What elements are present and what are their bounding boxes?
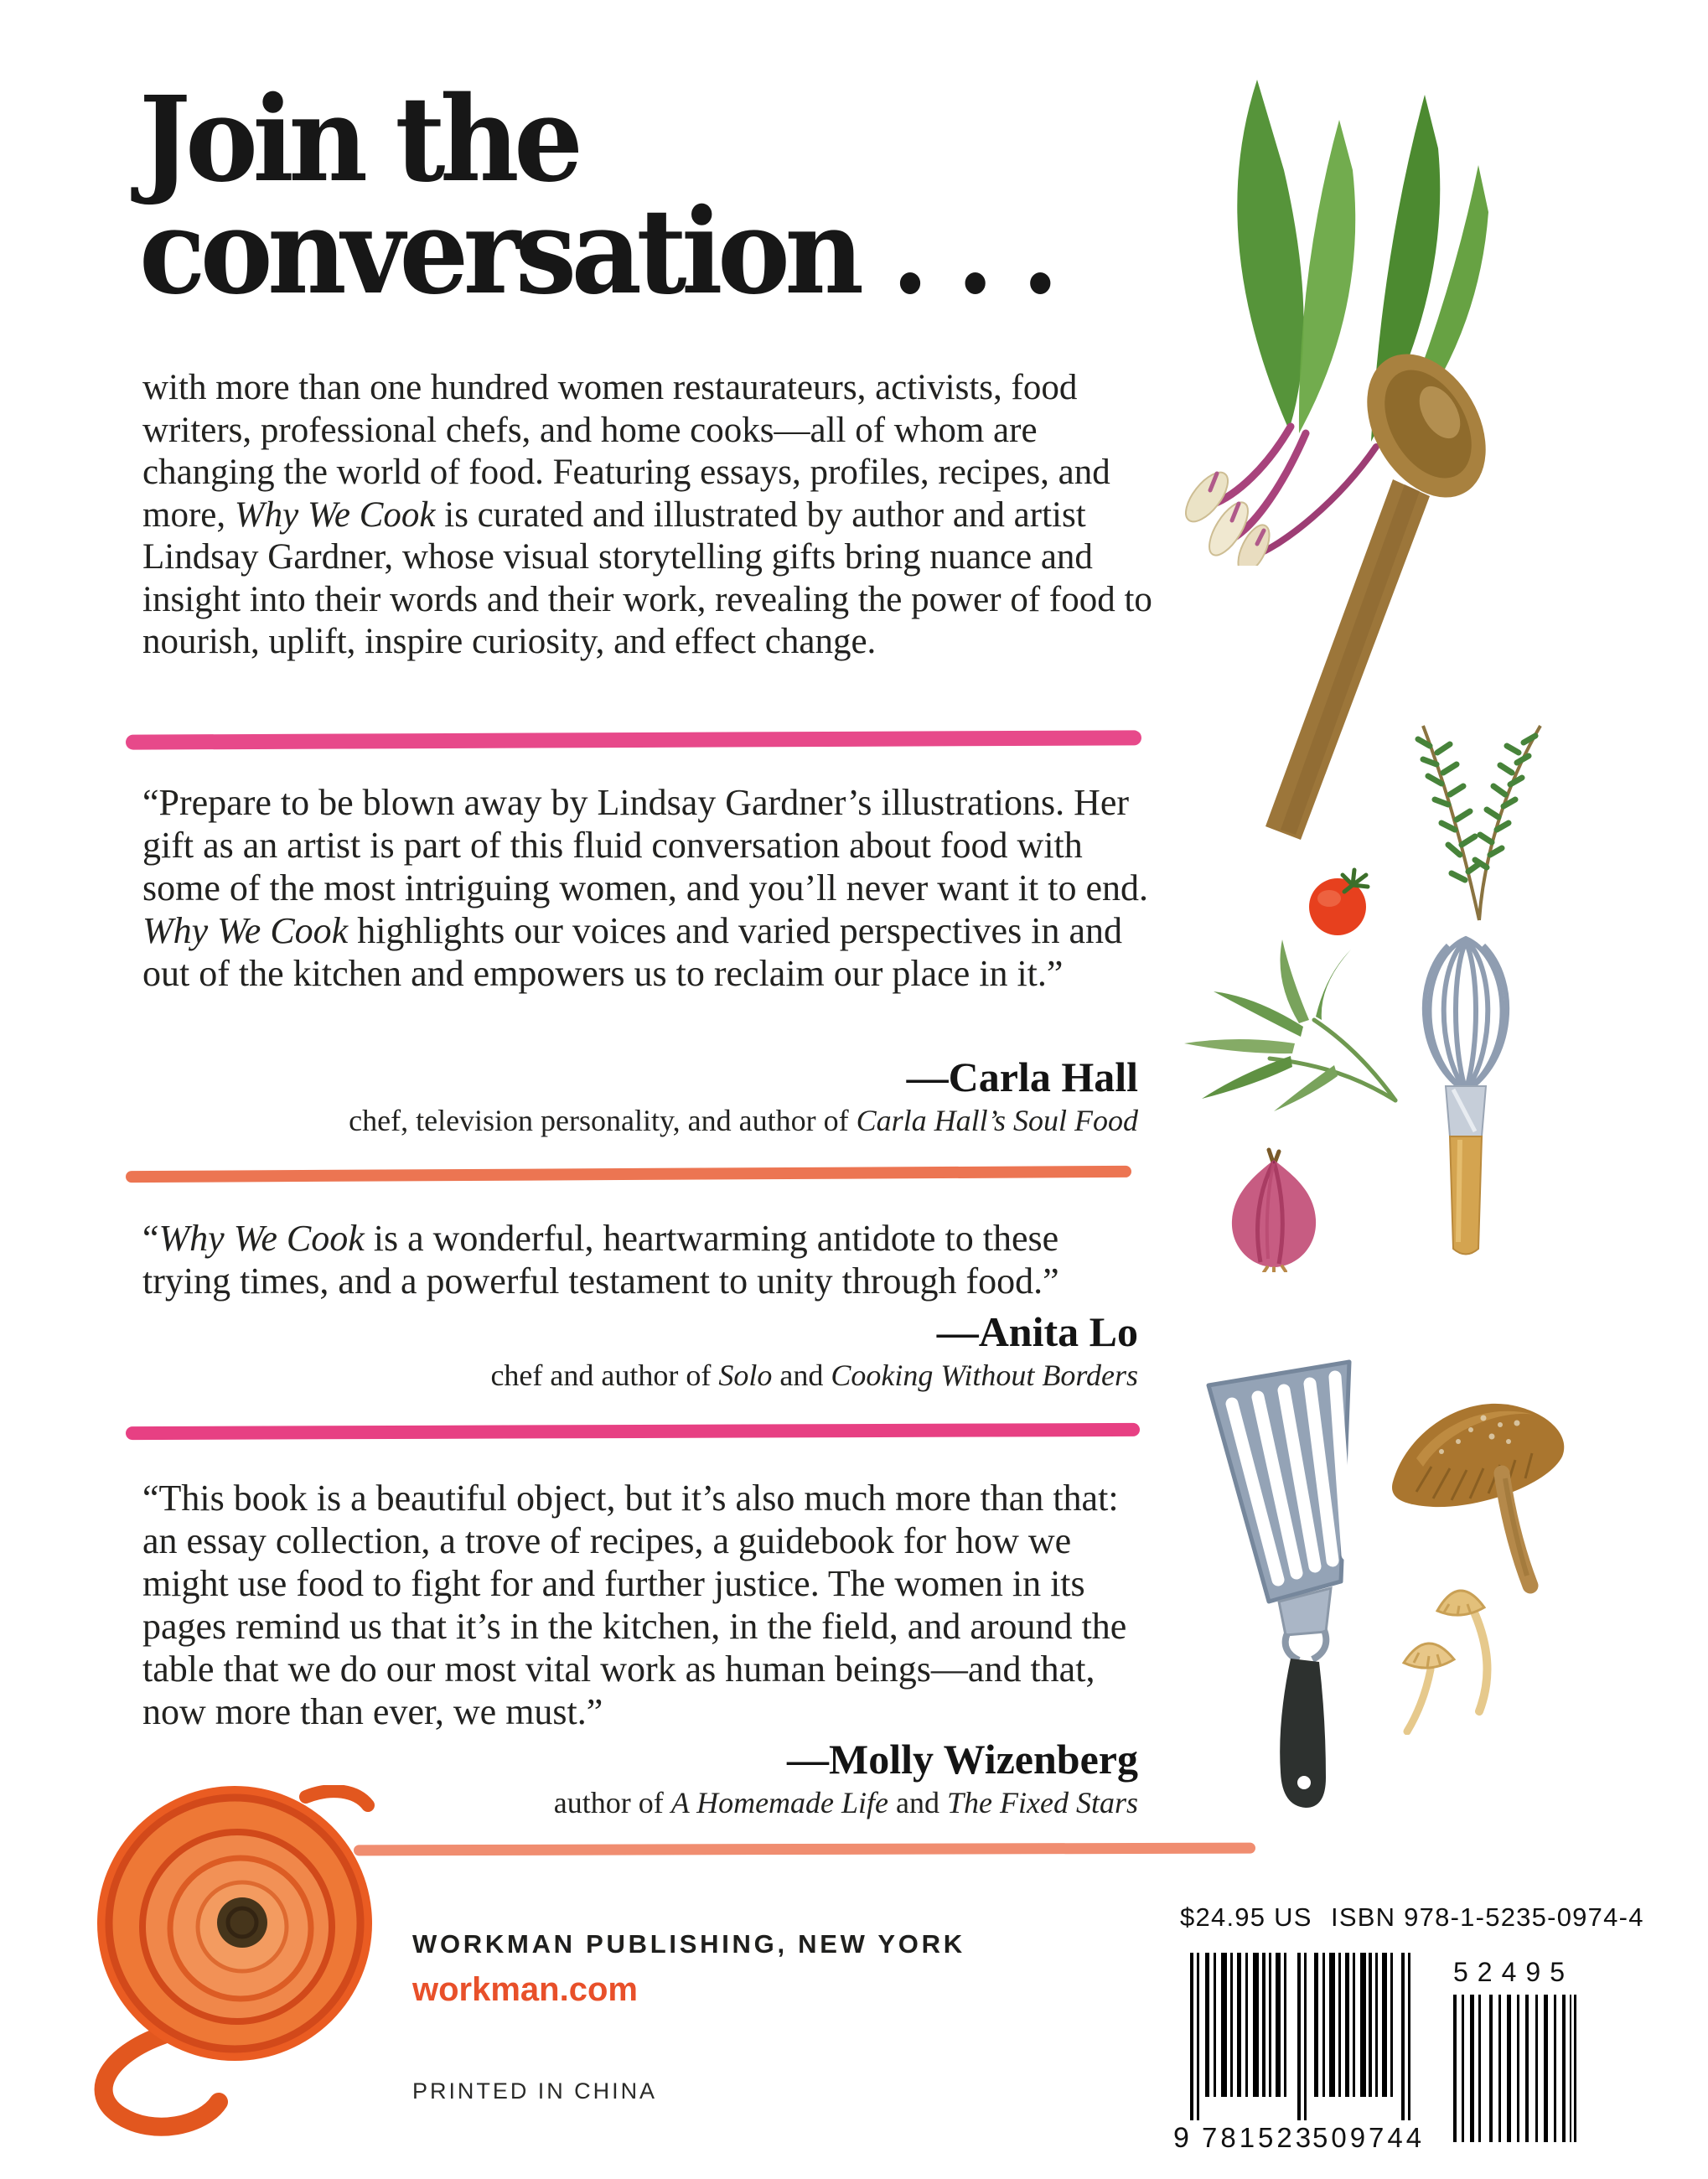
ean-prefix-digit: 9 (1173, 2122, 1189, 2154)
intro-book-title: Why We Cook (234, 494, 436, 535)
attribution-anita-lo: —Anita Lo (936, 1308, 1138, 1355)
quote-text: “This book is a beautiful object, but it’s also much more than that: an essay collection, a trove of recipes, a guidebook for how we might use food to fight for and further justice. The women in its pages remind us that it’s in the kitchen, in the field, and around the table that we do our most vital work as human beings—and that, now more than ever, we must.” (142, 1478, 1127, 1733)
credit-book-title: Solo (718, 1359, 773, 1392)
attribution-carla-hall: —Carla Hall (906, 1053, 1138, 1100)
printed-in-china-label: PRINTED IN CHINA (412, 2078, 658, 2104)
quote-text: “ (142, 1218, 159, 1259)
divider-brushstroke-1 (126, 730, 1141, 749)
price-label: $24.95 US (1180, 1902, 1312, 1932)
title-line-2: conversation . . . (139, 184, 1054, 322)
credit-book-title: The Fixed Stars (947, 1786, 1138, 1819)
credit-text: and (888, 1786, 948, 1819)
attribution-molly-wizenberg: —Molly Wizenberg (787, 1736, 1138, 1783)
isbn-label: ISBN 978-1-5235-0974-4 (1331, 1902, 1644, 1932)
divider-brushstroke-2 (126, 1166, 1131, 1183)
credit-book-title: Carla Hall’s Soul Food (856, 1104, 1138, 1137)
quote-text: “Prepare to be blown away by Lindsay Gardner’s illustrations. Her gift as an artist is part of this fluid conversation about food with some of the most intriguing women, and you’ll never want it to end. (142, 782, 1149, 909)
divider-brushstroke-3 (126, 1423, 1140, 1440)
quote-book-title: Why We Cook (158, 1218, 365, 1259)
intro-paragraph (142, 367, 1152, 664)
red-pearl-onion-illustration (1215, 1140, 1333, 1272)
quote-book-title: Why We Cook (142, 910, 349, 952)
publisher-name: WORKMAN PUBLISHING, NEW YORK (412, 1929, 965, 1959)
page-title (139, 71, 1054, 322)
credit-book-title: Cooking Without Borders (831, 1359, 1138, 1392)
credit-molly-wizenberg (554, 1785, 1138, 1820)
addon-digits: 52495 (1453, 1958, 1574, 1987)
intro-text-pre: with more than one hundred women restaurateurs, activists, food writers, professional chefs, and home cooks—all of whom are changing the world of food. Featuring essays, profiles, recipes, and more, (142, 368, 1110, 535)
ean-left-digits: 781523 (1202, 2122, 1315, 2153)
credit-text: chef, television personality, and author of (349, 1104, 857, 1137)
dutch-oven-illustration (38, 1785, 432, 2179)
addon-barcode (1452, 1958, 1577, 2149)
ean-barcode (1173, 1953, 1425, 2154)
credit-book-title: A Homemade Life (670, 1786, 889, 1819)
quote-anita-lo (142, 1217, 1152, 1302)
whisk-illustration (1391, 922, 1542, 1257)
credit-anita-lo (490, 1358, 1138, 1393)
small-mushrooms-illustration (1395, 1567, 1513, 1735)
credit-text: and (772, 1359, 831, 1392)
publisher-website: workman.com (412, 1971, 638, 2008)
tarragon-sprig-illustration (1157, 918, 1408, 1119)
quote-text: highlights our voices and varied perspectives in and out of the kitchen and empowers us to reclaim our place in it.” (142, 910, 1122, 995)
divider-brushstroke-4 (354, 1843, 1255, 1856)
quote-molly-wizenberg (142, 1477, 1161, 1733)
thyme-sprig-illustration (1400, 712, 1559, 932)
ean-right-digits: 509744 (1312, 2122, 1425, 2153)
credit-text: author of (553, 1786, 671, 1819)
quote-carla-hall (142, 781, 1152, 995)
fish-spatula-illustration (1198, 1353, 1383, 1823)
credit-carla-hall (349, 1103, 1138, 1138)
intro-text-post: is curated and illustrated by author and artist Lindsay Gardner, whose visual storytelling gifts bring nuance and insight into their words and their work, revealing the power of food to nourish, uplift, inspire curiosity, and effect change. (142, 494, 1152, 662)
title-line-1: Join the (139, 71, 578, 209)
credit-text: chef and author of (490, 1359, 719, 1392)
quote-text: is a wonderful, heartwarming antidote to these trying times, and a powerful testament to unity through food.” (142, 1218, 1059, 1302)
